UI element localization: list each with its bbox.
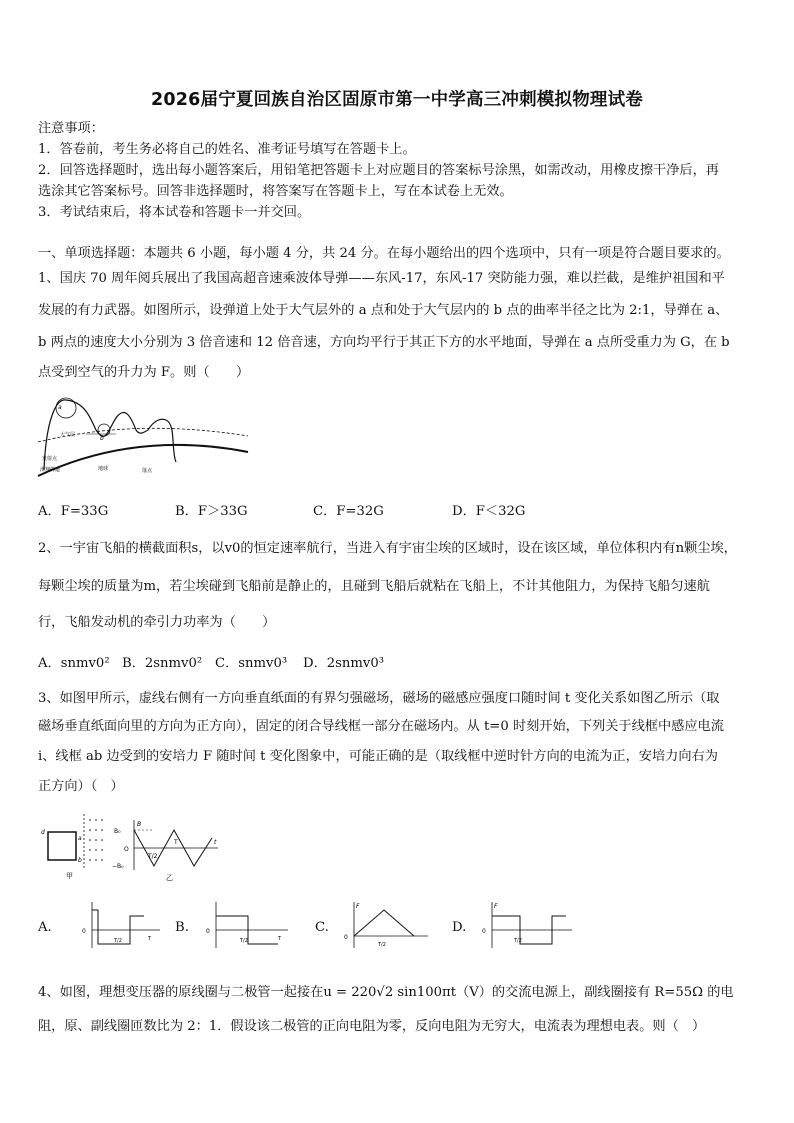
q1-option-a[interactable]: A．F=33G bbox=[38, 504, 109, 519]
svg-text:T/2: T/2 bbox=[240, 938, 248, 944]
fig-label-half-t: T/2 bbox=[148, 853, 158, 860]
svg-text:T/2: T/2 bbox=[114, 938, 122, 944]
q3-option-b[interactable]: B. bbox=[175, 920, 189, 935]
q3-option-a[interactable]: A. bbox=[38, 920, 52, 935]
q3-line: 磁场垂直纸面向里的方向为正方向），固定的闭合导线框一部分在磁场内。从 t=0 时刻开始，下列关于线框中感应电流 bbox=[38, 719, 724, 734]
fig-label-yi: 乙 bbox=[166, 874, 173, 882]
notice-heading: 注意事项： bbox=[38, 121, 104, 136]
q3-line: i、线框 ab 边受到的安培力 F 随时间 t 变化图象中，可能正确的是（取线框中逆时针方向的电流为正，安培力向右为 bbox=[38, 749, 718, 764]
q3-option-a-graph bbox=[74, 900, 162, 952]
q2-line: 2、一宇宙飞船的横截面积s，以v0的恒定速率航行，当进入有宇宙尘埃的区域时，设在该区域，单位体积内有n颗尘埃， bbox=[38, 541, 737, 556]
q2-option-c[interactable]: C．snmv0³ bbox=[215, 656, 288, 671]
svg-text:0: 0 bbox=[482, 928, 486, 935]
q4-line: 阻，原、副线圈匝数比为 2：1．假设该二极管的正向电阻为零，反向电阻为无穷大，电流表为理想电表。则（ ） bbox=[38, 1019, 706, 1034]
q1-line: 1、国庆 70 周年阅兵展出了我国高超音速乘波体导弹——东风-17，东风-17 突防能力强，难以拦截，是维护祖国和平 bbox=[38, 271, 725, 286]
q2-line: 行，飞船发动机的牵引力功率为（ ） bbox=[38, 615, 276, 630]
fig-label-a: a bbox=[58, 404, 62, 411]
notice-item: 1．答卷前，考生务必将自己的姓名、准考证号填写在答题卡上。 bbox=[38, 142, 416, 157]
q1-trajectory-figure bbox=[36, 390, 251, 480]
q1-option-c[interactable]: C．F=32G bbox=[313, 504, 384, 519]
q3-option-d-graph bbox=[476, 900, 576, 952]
q2-option-b[interactable]: B．2snmv0² bbox=[122, 656, 203, 671]
svg-text:T/2: T/2 bbox=[378, 942, 386, 948]
fig-label-b: b bbox=[100, 435, 104, 442]
notice-item: 2．回答选择题时，选出每小题答案后，用铅笔把答题卡上对应题目的答案标号涂黑，如需改动，用橡皮擦干净后，再 bbox=[38, 163, 719, 178]
svg-text:B: B bbox=[137, 821, 142, 828]
svg-text:d: d bbox=[41, 829, 45, 836]
fig-label-launch: 发射点 bbox=[42, 456, 58, 462]
q1-line: b 两点的速度大小分别为 3 倍音速和 12 倍音速，方向均平行于其正下方的水平地面，导弹在 a 点所受重力为 G，在 b bbox=[38, 335, 730, 350]
fig-label-trajectory: 滑翔弹道 bbox=[40, 467, 61, 473]
fig-label-jia: 甲 bbox=[66, 872, 73, 880]
q3-option-c-graph bbox=[338, 900, 430, 952]
fig-label-earth: 地球 bbox=[98, 466, 109, 472]
svg-text:F: F bbox=[356, 903, 360, 910]
q1-option-b[interactable]: B．F＞33G bbox=[175, 504, 248, 519]
svg-text:0: 0 bbox=[206, 928, 210, 935]
notice-item: 3．考试结束后，将本试卷和答题卡一并交回。 bbox=[38, 205, 311, 220]
q3-line: 3、如图甲所示，虚线右侧有一方向垂直纸面的有界匀强磁场，磁场的磁感应强度口随时间 t 变化关系如图乙所示（取 bbox=[38, 691, 720, 706]
fig-label-landing: 落点 bbox=[142, 468, 153, 474]
svg-text:t: t bbox=[214, 839, 217, 846]
notice-item: 选涂其它答案标号。回答非选择题时，将答案写在答题卡上，写在本试卷上无效。 bbox=[38, 184, 513, 199]
section-header: 一、单项选择题：本题共 6 小题，每小题 4 分，共 24 分。在每小题给出的四个选项中，只有一项是符合题目要求的。 bbox=[38, 246, 730, 261]
svg-text:T: T bbox=[278, 936, 282, 942]
svg-text:b: b bbox=[78, 857, 82, 864]
q4-line: 4、如图，理想变压器的原线圈与二极管一起接在u = 220√2 sin100πt（V）的交流电源上，副线圈接有 R=55Ω 的电 bbox=[38, 985, 734, 1000]
fig-label-b0: B₀ bbox=[114, 828, 121, 835]
svg-text:0: 0 bbox=[344, 934, 348, 941]
q2-option-d[interactable]: D．2snmv0³ bbox=[303, 656, 385, 671]
fig-label-t: T bbox=[174, 839, 178, 846]
svg-text:T: T bbox=[148, 936, 152, 942]
fig-label-atmosphere: 大气层 bbox=[60, 432, 76, 438]
svg-text:O: O bbox=[124, 846, 129, 853]
q3-option-b-graph bbox=[198, 900, 290, 952]
svg-text:T/2: T/2 bbox=[514, 938, 522, 944]
q3-figure-jia bbox=[38, 812, 108, 882]
q2-option-a[interactable]: A．snmv0² bbox=[38, 656, 110, 671]
q1-option-d[interactable]: D．F＜32G bbox=[452, 504, 526, 519]
q3-option-c[interactable]: C. bbox=[315, 920, 329, 935]
q3-line: 正方向）（ ） bbox=[38, 779, 124, 794]
svg-text:F: F bbox=[494, 903, 498, 910]
q3-figure-yi bbox=[112, 818, 222, 882]
q2-line: 每颗尘埃的质量为m，若尘埃碰到飞船前是静止的，且碰到飞船后就粘在飞船上，不计其他阻力，为保持飞船匀速航 bbox=[38, 579, 710, 594]
fig-label-neg-b0: −B₀ bbox=[112, 863, 124, 870]
svg-text:a: a bbox=[78, 835, 82, 842]
q1-line: 发展的有力武器。如图所示，设弹道上处于大气层外的 a 点和处于大气层内的 b 点的曲率半径之比为 2:1，导弹在 a、 bbox=[38, 303, 729, 318]
q3-option-d[interactable]: D. bbox=[452, 920, 467, 935]
page-title: 2026届宁夏回族自治区固原市第一中学高三冲刺模拟物理试卷 bbox=[150, 90, 643, 110]
q1-line: 点受到空气的升力为 F。则（ ） bbox=[38, 365, 250, 380]
svg-text:0: 0 bbox=[82, 928, 86, 935]
